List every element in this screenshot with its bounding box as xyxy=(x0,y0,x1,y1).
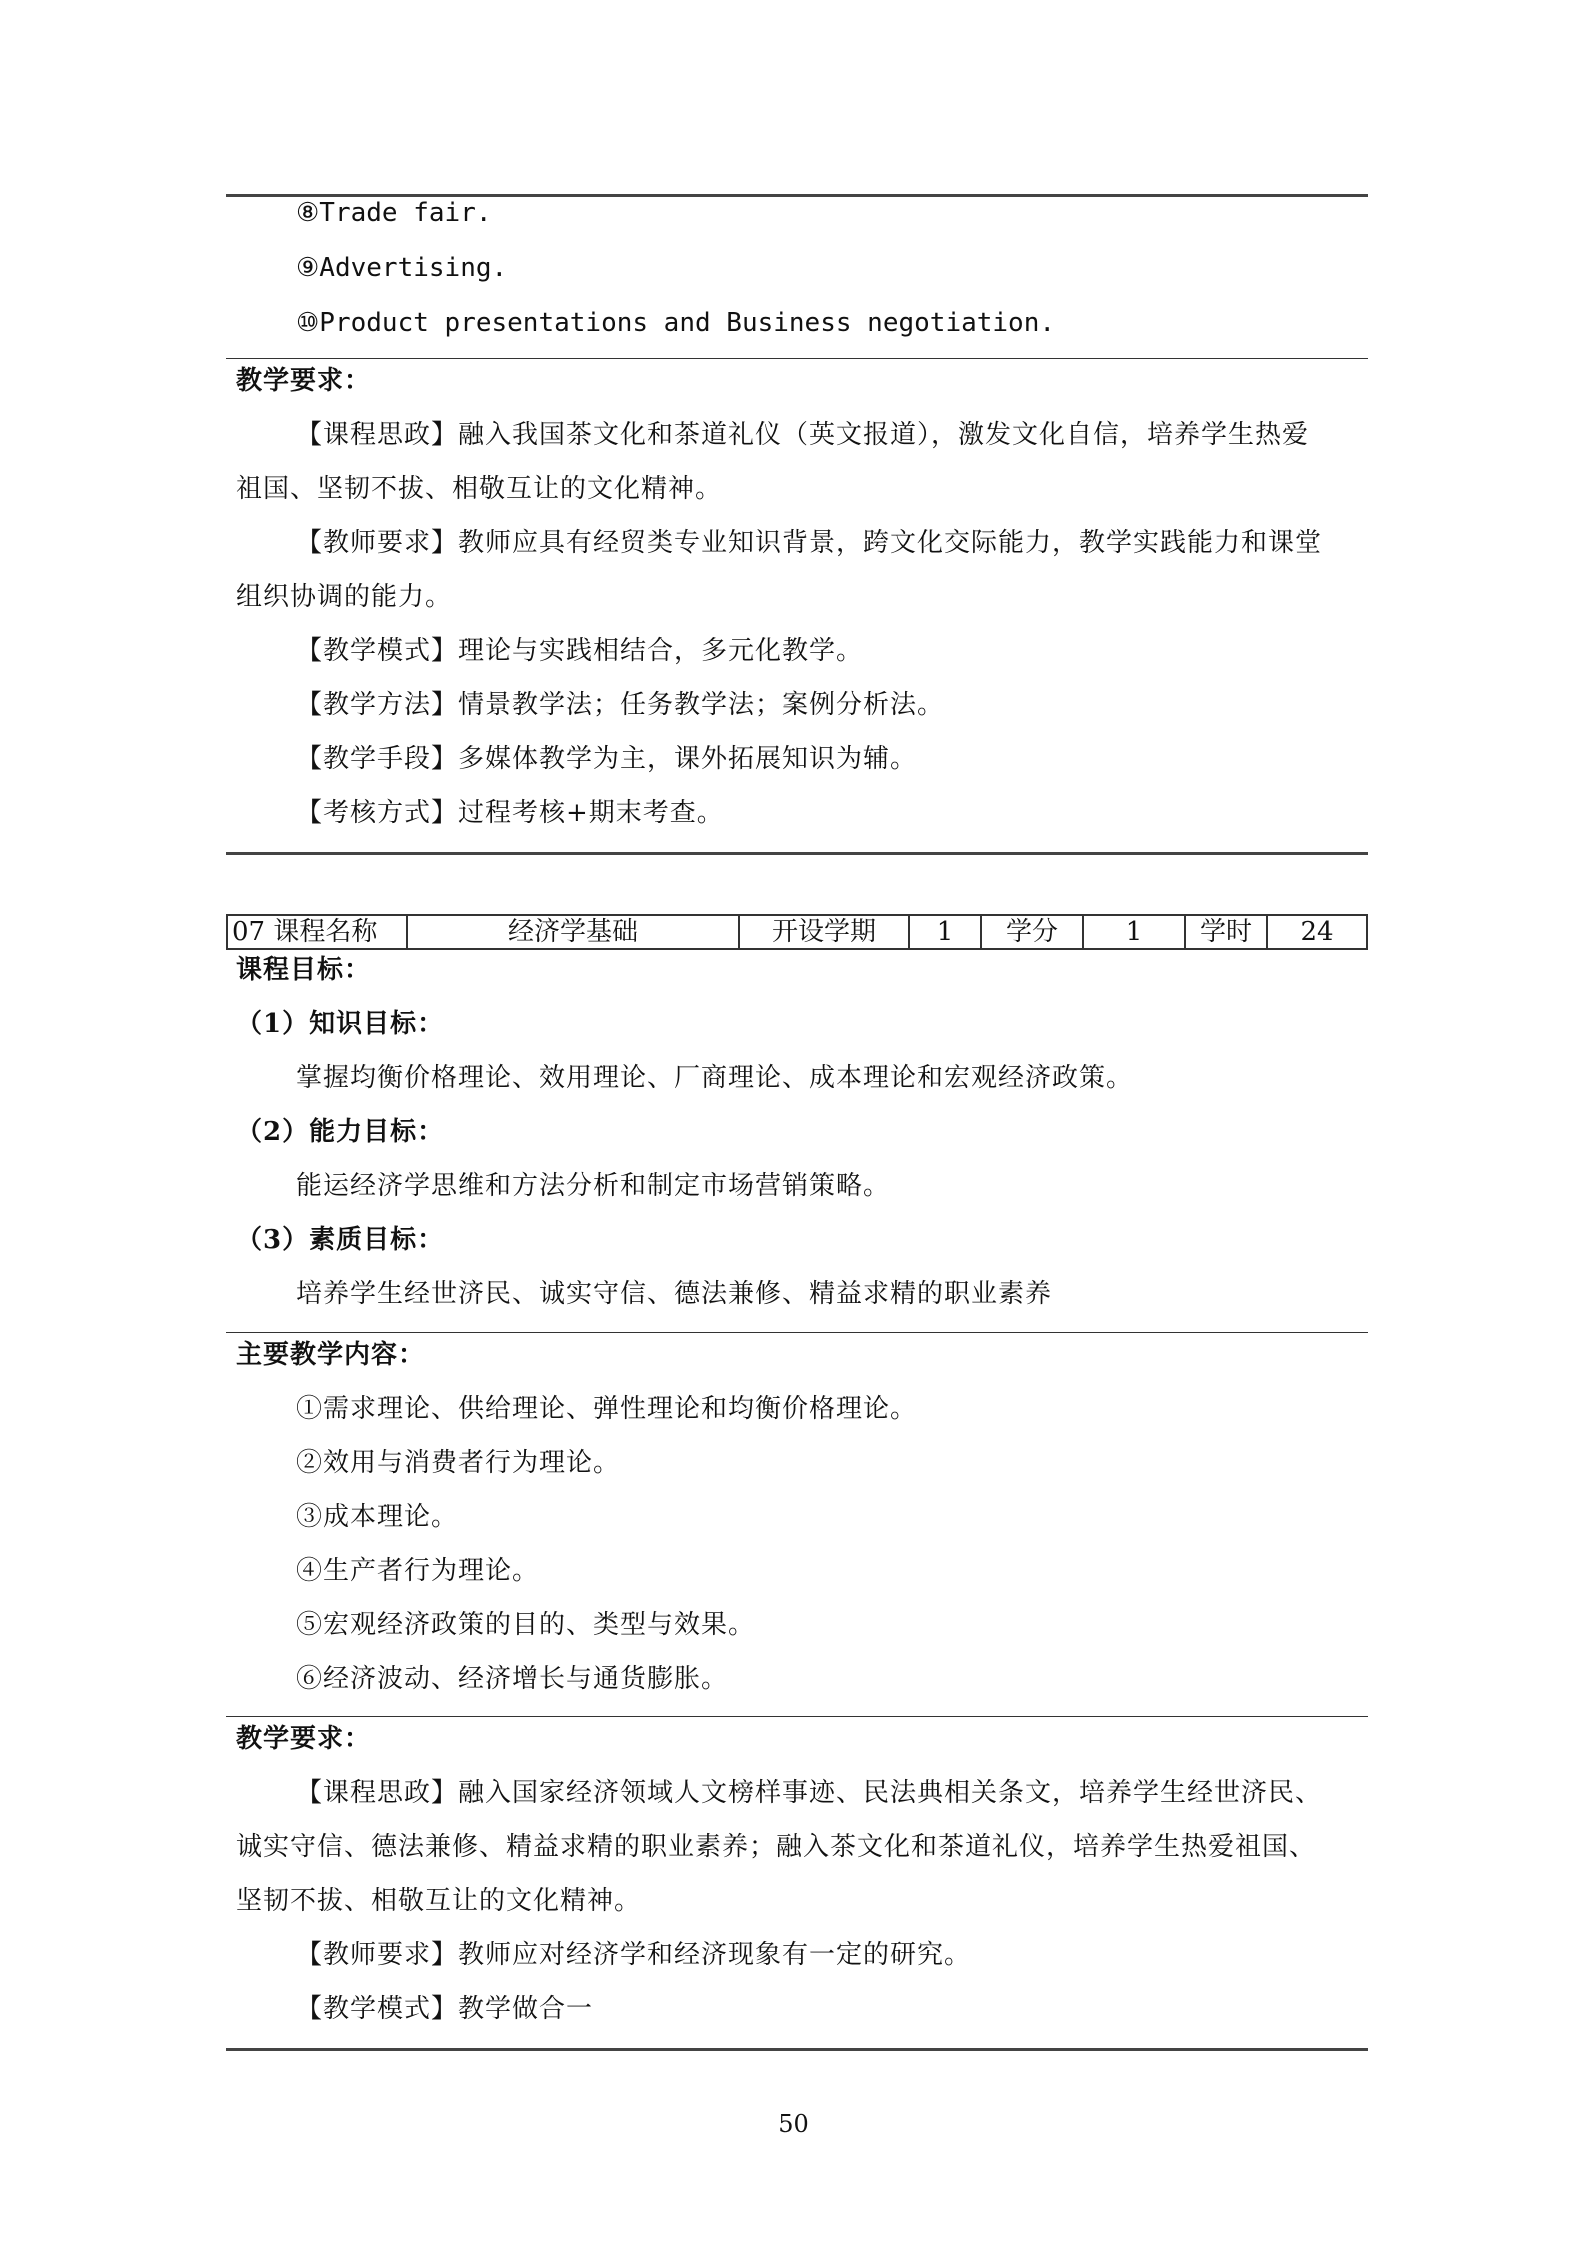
section-heading: 课程目标： xyxy=(236,955,372,985)
section-divider xyxy=(226,1332,1368,1333)
course-name: 经济学基础 xyxy=(407,915,739,949)
paragraph-line: 【教学方法】情景教学法；任务教学法；案例分析法。 xyxy=(296,690,945,720)
term-label: 开设学期 xyxy=(739,915,909,949)
paragraph-line: 【课程思政】融入我国茶文化和茶道礼仪（英文报道），激发文化自信，培养学生热爱 xyxy=(296,420,1310,450)
paragraph-line: 祖国、坚韧不拔、相敬互让的文化精神。 xyxy=(236,474,723,504)
credit-label: 学分 xyxy=(981,915,1083,949)
hours-value: 24 xyxy=(1267,915,1367,949)
hours-label: 学时 xyxy=(1185,915,1267,949)
paragraph-line: 坚韧不拔、相敬互让的文化精神。 xyxy=(236,1886,642,1916)
list-item: ①需求理论、供给理论、弹性理论和均衡价格理论。 xyxy=(296,1394,918,1424)
section-heading: 教学要求： xyxy=(236,1724,372,1754)
section-end-rule xyxy=(226,2048,1368,2051)
paragraph-line: 掌握均衡价格理论、效用理论、厂商理论、成本理论和宏观经济政策。 xyxy=(296,1063,1134,1093)
paragraph-line: 【教学手段】多媒体教学为主，课外拓展知识为辅。 xyxy=(296,744,918,774)
paragraph-line: 【课程思政】融入国家经济领域人文榜样事迹、民法典相关条文，培养学生经世济民、 xyxy=(296,1778,1323,1808)
course-name-label: 07 课程名称 xyxy=(227,915,407,949)
paragraph-line: 【教学模式】教学做合一 xyxy=(296,1994,594,2024)
paragraph-line: 培养学生经世济民、诚实守信、德法兼修、精益求精的职业素养 xyxy=(296,1279,1053,1309)
list-item: ⑩Product presentations and Business negotiation. xyxy=(296,308,1056,338)
list-item: ⑥经济波动、经济增长与通货膨胀。 xyxy=(296,1664,729,1694)
section-end-rule xyxy=(226,852,1368,855)
paragraph-line: 【教学模式】理论与实践相结合，多元化教学。 xyxy=(296,636,864,666)
list-item: ⑤宏观经济政策的目的、类型与效果。 xyxy=(296,1610,756,1640)
section-heading: 教学要求： xyxy=(236,366,372,396)
page-number: 50 xyxy=(778,2110,809,2138)
course-info-table xyxy=(226,914,1368,950)
subsection-heading: （1）知识目标： xyxy=(236,1009,445,1039)
paragraph-line: 【教师要求】教师应具有经贸类专业知识背景，跨文化交际能力，教学实践能力和课堂 xyxy=(296,528,1323,558)
list-item: ②效用与消费者行为理论。 xyxy=(296,1448,621,1478)
subsection-heading: （3）素质目标： xyxy=(236,1225,445,1255)
section-divider xyxy=(226,358,1368,359)
paragraph-line: 【考核方式】过程考核+期末考查。 xyxy=(296,798,724,828)
paragraph-line: 组织协调的能力。 xyxy=(236,582,453,612)
list-item: ⑨Advertising. xyxy=(296,253,508,283)
section-divider xyxy=(226,1716,1368,1717)
paragraph-line: 【教师要求】教师应对经济学和经济现象有一定的研究。 xyxy=(296,1940,972,1970)
list-item: ③成本理论。 xyxy=(296,1502,459,1532)
paragraph-line: 能运经济学思维和方法分析和制定市场营销策略。 xyxy=(296,1171,891,1201)
subsection-heading: （2）能力目标： xyxy=(236,1117,445,1147)
credit-value: 1 xyxy=(1083,915,1185,949)
term-value: 1 xyxy=(909,915,981,949)
paragraph-line: 诚实守信、德法兼修、精益求精的职业素养；融入茶文化和茶道礼仪，培养学生热爱祖国、 xyxy=(236,1832,1317,1862)
section-heading: 主要教学内容： xyxy=(236,1340,426,1370)
list-item: ⑧Trade fair. xyxy=(296,198,492,228)
list-item: ④生产者行为理论。 xyxy=(296,1556,540,1586)
